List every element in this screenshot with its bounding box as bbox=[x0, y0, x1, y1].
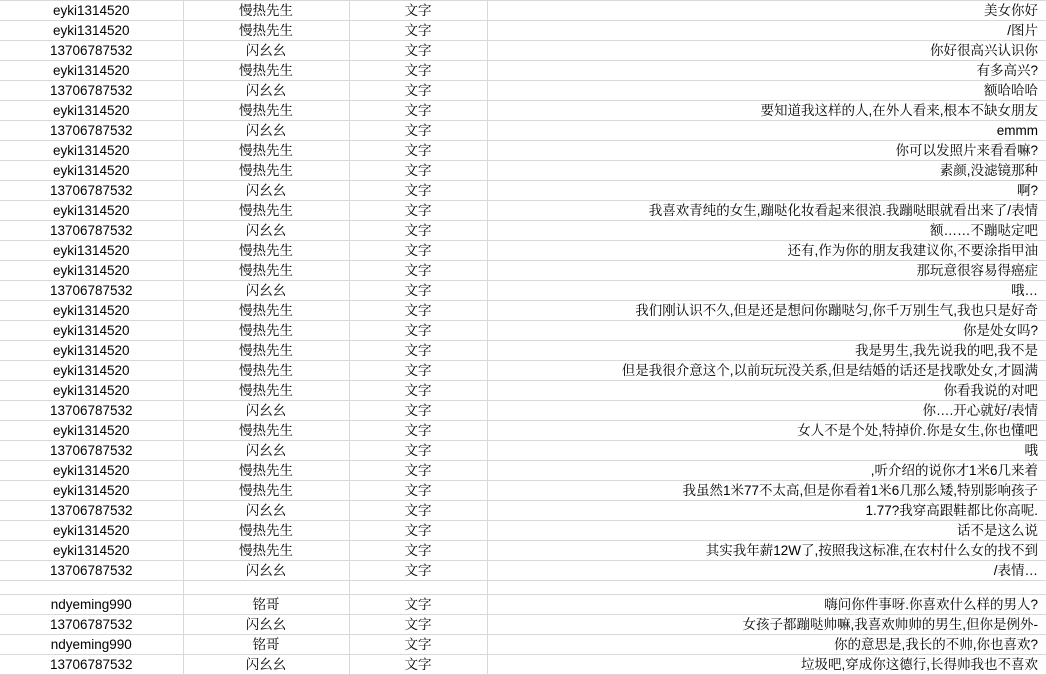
table-row[interactable] bbox=[0, 381, 1046, 401]
table-row[interactable] bbox=[0, 341, 1046, 361]
cell-type: 文字 bbox=[349, 361, 487, 381]
cell-nickname: 闪幺幺 bbox=[183, 655, 349, 675]
cell-nickname: 慢热先生 bbox=[183, 481, 349, 501]
cell-message: 但是我很介意这个,以前玩玩没关系,但是结婚的话还是找歌处女,才圆满 bbox=[487, 361, 1046, 381]
cell-empty bbox=[0, 581, 183, 595]
cell-account: 13706787532 bbox=[0, 561, 183, 581]
cell-nickname: 慢热先生 bbox=[183, 261, 349, 281]
table-row[interactable] bbox=[0, 221, 1046, 241]
cell-nickname: 闪幺幺 bbox=[183, 81, 349, 101]
cell-account: eyki1314520 bbox=[0, 1, 183, 21]
table-row[interactable] bbox=[0, 241, 1046, 261]
cell-nickname: 闪幺幺 bbox=[183, 401, 349, 421]
cell-empty bbox=[487, 581, 1046, 595]
cell-account: eyki1314520 bbox=[0, 61, 183, 81]
cell-account: 13706787532 bbox=[0, 41, 183, 61]
cell-account: eyki1314520 bbox=[0, 541, 183, 561]
cell-message: 你….开心就好/表情 bbox=[487, 401, 1046, 421]
cell-type: 文字 bbox=[349, 595, 487, 615]
cell-message: emmm bbox=[487, 121, 1046, 141]
cell-nickname: 铭哥 bbox=[183, 635, 349, 655]
cell-type: 文字 bbox=[349, 261, 487, 281]
cell-nickname: 慢热先生 bbox=[183, 141, 349, 161]
cell-type: 文字 bbox=[349, 521, 487, 541]
cell-nickname: 闪幺幺 bbox=[183, 561, 349, 581]
cell-message: 美女你好 bbox=[487, 1, 1046, 21]
cell-message: 有多高兴? bbox=[487, 61, 1046, 81]
table-row[interactable] bbox=[0, 21, 1046, 41]
cell-type: 文字 bbox=[349, 541, 487, 561]
cell-nickname: 闪幺幺 bbox=[183, 501, 349, 521]
table-row[interactable] bbox=[0, 361, 1046, 381]
cell-account: eyki1314520 bbox=[0, 381, 183, 401]
cell-message: 嗨问你件事呀.你喜欢什么样的男人? bbox=[487, 595, 1046, 615]
cell-nickname: 慢热先生 bbox=[183, 381, 349, 401]
table-row[interactable] bbox=[0, 81, 1046, 101]
cell-type: 文字 bbox=[349, 101, 487, 121]
cell-message: 你是处女吗? bbox=[487, 321, 1046, 341]
cell-message: 其实我年薪12W了,按照我这标准,在农村什么女的找不到 bbox=[487, 541, 1046, 561]
cell-nickname: 慢热先生 bbox=[183, 541, 349, 561]
cell-type: 文字 bbox=[349, 1, 487, 21]
cell-account: eyki1314520 bbox=[0, 301, 183, 321]
table-row[interactable] bbox=[0, 501, 1046, 521]
cell-message: 额哈哈哈 bbox=[487, 81, 1046, 101]
cell-type: 文字 bbox=[349, 421, 487, 441]
cell-message: 你看我说的对吧 bbox=[487, 381, 1046, 401]
cell-type: 文字 bbox=[349, 81, 487, 101]
table-row[interactable] bbox=[0, 481, 1046, 501]
cell-account: 13706787532 bbox=[0, 281, 183, 301]
cell-message: 我们刚认识不久,但是还是想问你蹦哒匀,你千万别生气,我也只是好奇 bbox=[487, 301, 1046, 321]
table-row[interactable] bbox=[0, 121, 1046, 141]
table-row[interactable] bbox=[0, 1, 1046, 21]
table-row[interactable] bbox=[0, 635, 1046, 655]
cell-type: 文字 bbox=[349, 181, 487, 201]
cell-type: 文字 bbox=[349, 341, 487, 361]
cell-message: 要知道我这样的人,在外人看来,根本不缺女朋友 bbox=[487, 101, 1046, 121]
table-row[interactable] bbox=[0, 421, 1046, 441]
table-row[interactable] bbox=[0, 101, 1046, 121]
cell-empty bbox=[349, 581, 487, 595]
cell-nickname: 闪幺幺 bbox=[183, 281, 349, 301]
cell-type: 文字 bbox=[349, 461, 487, 481]
cell-nickname: 闪幺幺 bbox=[183, 121, 349, 141]
cell-nickname: 闪幺幺 bbox=[183, 221, 349, 241]
cell-account: eyki1314520 bbox=[0, 361, 183, 381]
cell-account: eyki1314520 bbox=[0, 141, 183, 161]
cell-type: 文字 bbox=[349, 61, 487, 81]
cell-account: ndyeming990 bbox=[0, 595, 183, 615]
cell-type: 文字 bbox=[349, 241, 487, 261]
cell-account: eyki1314520 bbox=[0, 241, 183, 261]
cell-type: 文字 bbox=[349, 281, 487, 301]
table-row[interactable] bbox=[0, 201, 1046, 221]
table-row[interactable] bbox=[0, 141, 1046, 161]
cell-account: 13706787532 bbox=[0, 441, 183, 461]
table-row[interactable] bbox=[0, 561, 1046, 581]
table-row[interactable] bbox=[0, 541, 1046, 561]
cell-account: 13706787532 bbox=[0, 501, 183, 521]
table-row[interactable] bbox=[0, 61, 1046, 81]
cell-nickname: 慢热先生 bbox=[183, 101, 349, 121]
cell-message: 素颜,没滤镜那种 bbox=[487, 161, 1046, 181]
cell-type: 文字 bbox=[349, 381, 487, 401]
cell-type: 文字 bbox=[349, 41, 487, 61]
cell-message: 还有,作为你的朋友我建议你,不要涂指甲油 bbox=[487, 241, 1046, 261]
cell-account: 13706787532 bbox=[0, 181, 183, 201]
cell-type: 文字 bbox=[349, 655, 487, 675]
cell-message: ,听介绍的说你才1米6几来着 bbox=[487, 461, 1046, 481]
cell-message: 你的意思是,我长的不帅,你也喜欢? bbox=[487, 635, 1046, 655]
cell-nickname: 闪幺幺 bbox=[183, 41, 349, 61]
cell-account: 13706787532 bbox=[0, 221, 183, 241]
cell-account: 13706787532 bbox=[0, 121, 183, 141]
cell-nickname: 慢热先生 bbox=[183, 61, 349, 81]
cell-type: 文字 bbox=[349, 561, 487, 581]
table-row[interactable] bbox=[0, 401, 1046, 421]
cell-message: 你可以发照片来看看嘛? bbox=[487, 141, 1046, 161]
cell-nickname: 慢热先生 bbox=[183, 421, 349, 441]
cell-account: eyki1314520 bbox=[0, 261, 183, 281]
cell-message: 哦… bbox=[487, 281, 1046, 301]
cell-account: eyki1314520 bbox=[0, 481, 183, 501]
cell-type: 文字 bbox=[349, 501, 487, 521]
table-row[interactable] bbox=[0, 301, 1046, 321]
table-row[interactable] bbox=[0, 261, 1046, 281]
cell-message: 你好很高兴认识你 bbox=[487, 41, 1046, 61]
cell-message: 我是男生,我先说我的吧,我不是 bbox=[487, 341, 1046, 361]
cell-account: eyki1314520 bbox=[0, 521, 183, 541]
table-row[interactable] bbox=[0, 461, 1046, 481]
cell-message: 那玩意很容易得癌症 bbox=[487, 261, 1046, 281]
cell-nickname: 慢热先生 bbox=[183, 461, 349, 481]
table-row[interactable] bbox=[0, 441, 1046, 461]
cell-nickname: 慢热先生 bbox=[183, 301, 349, 321]
cell-type: 文字 bbox=[349, 441, 487, 461]
cell-type: 文字 bbox=[349, 21, 487, 41]
cell-nickname: 慢热先生 bbox=[183, 201, 349, 221]
cell-message: 女孩子都蹦哒帅嘛,我喜欢帅帅的男生,但你是例外- bbox=[487, 615, 1046, 635]
cell-message: 话不是这么说 bbox=[487, 521, 1046, 541]
table-row[interactable] bbox=[0, 281, 1046, 301]
cell-message: /图片 bbox=[487, 21, 1046, 41]
cell-type: 文字 bbox=[349, 201, 487, 221]
cell-nickname: 闪幺幺 bbox=[183, 441, 349, 461]
cell-nickname: 铭哥 bbox=[183, 595, 349, 615]
cell-message: 女人不是个处,特掉价.你是女生,你也懂吧 bbox=[487, 421, 1046, 441]
table-row[interactable] bbox=[0, 181, 1046, 201]
cell-account: eyki1314520 bbox=[0, 101, 183, 121]
cell-type: 文字 bbox=[349, 141, 487, 161]
table-row[interactable] bbox=[0, 521, 1046, 541]
cell-type: 文字 bbox=[349, 321, 487, 341]
cell-message: 额……不蹦哒定吧 bbox=[487, 221, 1046, 241]
cell-account: eyki1314520 bbox=[0, 21, 183, 41]
cell-message: 1.77?我穿高跟鞋都比你高呢. bbox=[487, 501, 1046, 521]
cell-type: 文字 bbox=[349, 401, 487, 421]
table-row[interactable] bbox=[0, 595, 1046, 615]
cell-nickname: 慢热先生 bbox=[183, 361, 349, 381]
table-row[interactable] bbox=[0, 41, 1046, 61]
cell-type: 文字 bbox=[349, 161, 487, 181]
cell-account: eyki1314520 bbox=[0, 161, 183, 181]
cell-account: 13706787532 bbox=[0, 655, 183, 675]
cell-account: eyki1314520 bbox=[0, 321, 183, 341]
cell-type: 文字 bbox=[349, 221, 487, 241]
cell-message: /表情… bbox=[487, 561, 1046, 581]
cell-nickname: 闪幺幺 bbox=[183, 181, 349, 201]
cell-account: eyki1314520 bbox=[0, 341, 183, 361]
cell-type: 文字 bbox=[349, 635, 487, 655]
cell-account: eyki1314520 bbox=[0, 201, 183, 221]
cell-nickname: 慢热先生 bbox=[183, 521, 349, 541]
cell-nickname: 慢热先生 bbox=[183, 161, 349, 181]
cell-type: 文字 bbox=[349, 121, 487, 141]
cell-nickname: 慢热先生 bbox=[183, 241, 349, 261]
cell-message: 垃圾吧,穿成你这德行,长得帅我也不喜欢 bbox=[487, 655, 1046, 675]
cell-message: 啊? bbox=[487, 181, 1046, 201]
cell-message: 哦 bbox=[487, 441, 1046, 461]
cell-empty bbox=[183, 581, 349, 595]
cell-type: 文字 bbox=[349, 615, 487, 635]
cell-message: 我虽然1米77不太高,但是你看着1米6几那么矮,特别影响孩子 bbox=[487, 481, 1046, 501]
cell-nickname: 慢热先生 bbox=[183, 21, 349, 41]
table-row[interactable] bbox=[0, 161, 1046, 181]
table-row[interactable] bbox=[0, 655, 1046, 675]
cell-nickname: 闪幺幺 bbox=[183, 615, 349, 635]
cell-account: ndyeming990 bbox=[0, 635, 183, 655]
table-body bbox=[0, 1, 1046, 675]
cell-type: 文字 bbox=[349, 481, 487, 501]
cell-nickname: 慢热先生 bbox=[183, 321, 349, 341]
cell-account: eyki1314520 bbox=[0, 461, 183, 481]
cell-account: eyki1314520 bbox=[0, 421, 183, 441]
table-row[interactable] bbox=[0, 321, 1046, 341]
cell-nickname: 慢热先生 bbox=[183, 1, 349, 21]
cell-account: 13706787532 bbox=[0, 401, 183, 421]
cell-account: 13706787532 bbox=[0, 81, 183, 101]
cell-account: 13706787532 bbox=[0, 615, 183, 635]
table-row[interactable] bbox=[0, 615, 1046, 635]
table-row-spacer bbox=[0, 581, 1046, 595]
cell-nickname: 慢热先生 bbox=[183, 341, 349, 361]
cell-type: 文字 bbox=[349, 301, 487, 321]
cell-message: 我喜欢青纯的女生,蹦哒化妆看起来很浪.我蹦哒眼就看出来了/表情 bbox=[487, 201, 1046, 221]
